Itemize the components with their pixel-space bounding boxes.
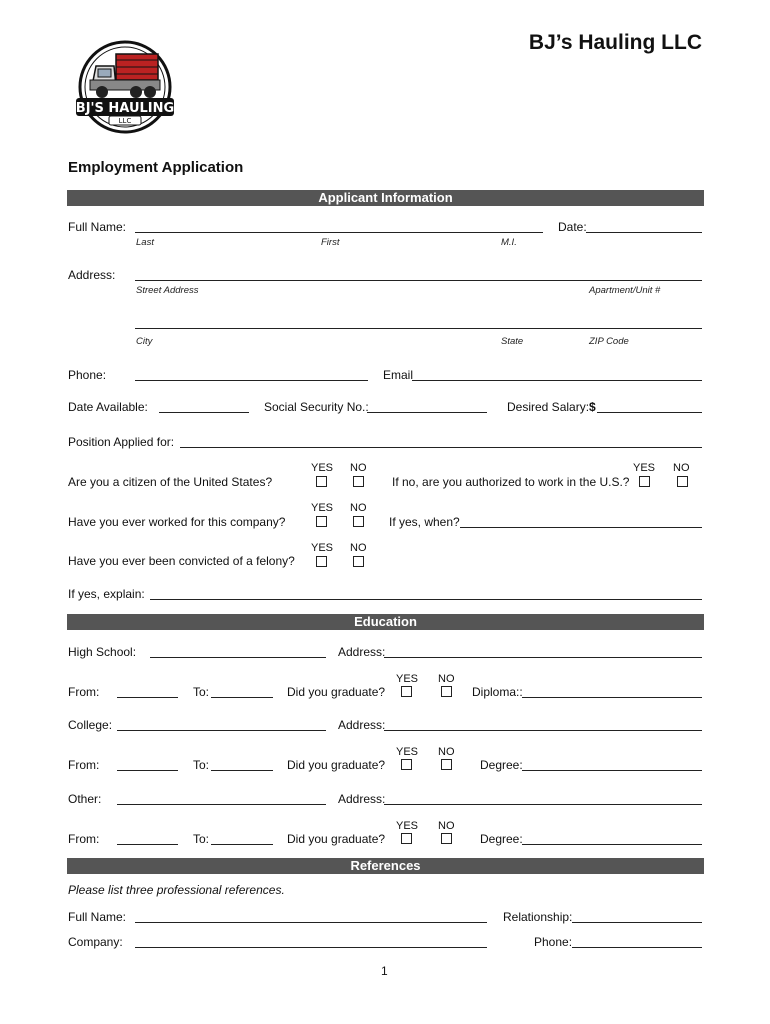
ref-company-label: Company:	[68, 935, 123, 949]
no-label: NO	[438, 746, 455, 758]
company-logo	[74, 40, 176, 134]
logo-subtext: LLC	[118, 117, 132, 125]
worked-question: Have you ever worked for this company?	[68, 515, 286, 529]
section-header-education: Education	[67, 614, 704, 630]
ssn-field[interactable]	[367, 412, 487, 413]
hs-from-label: From:	[68, 685, 100, 699]
hs-to-field[interactable]	[211, 697, 273, 698]
date-field[interactable]	[586, 232, 702, 233]
truck-logo-icon	[74, 40, 176, 134]
explain-field[interactable]	[150, 599, 702, 600]
full-name-field[interactable]	[135, 232, 543, 233]
felony-question: Have you ever been convicted of a felony?	[68, 554, 295, 568]
full-name-label: Full Name:	[68, 220, 127, 234]
diploma-label: Diploma::	[472, 685, 523, 699]
salary-prefix: $	[589, 400, 596, 414]
other-address-field[interactable]	[384, 804, 702, 805]
ssn-label: Social Security No.:	[264, 400, 369, 414]
phone-label: Phone:	[68, 368, 107, 382]
no-label: NO	[438, 820, 455, 832]
college-graduate-question: Did you graduate?	[287, 758, 386, 772]
college-address-field[interactable]	[384, 730, 702, 731]
email-label: Email	[383, 368, 414, 382]
hs-graduate-question: Did you graduate?	[287, 685, 386, 699]
yes-label: YES	[311, 542, 334, 554]
worked-no-checkbox[interactable]	[353, 516, 364, 527]
other-from-label: From:	[68, 832, 100, 846]
salary-field[interactable]	[597, 412, 702, 413]
other-degree-label: Degree:	[480, 832, 523, 846]
high-school-label: High School:	[68, 645, 137, 659]
city-state-zip-field[interactable]	[135, 328, 702, 329]
street-sub: Street Address	[136, 285, 199, 296]
hs-graduate-yes-checkbox[interactable]	[401, 686, 412, 697]
city-sub: City	[136, 336, 153, 347]
salary-label: Desired Salary:	[507, 400, 590, 414]
street-address-field[interactable]	[135, 280, 702, 281]
other-address-label: Address:	[338, 792, 386, 806]
address-label: Address:	[68, 268, 116, 282]
date-label: Date:	[558, 220, 587, 234]
logo-text: BJ'S HAULING	[75, 101, 175, 116]
company-name: BJ’s Hauling LLC	[528, 31, 702, 54]
college-address-label: Address:	[338, 718, 386, 732]
college-graduate-yes-checkbox[interactable]	[401, 759, 412, 770]
position-label: Position Applied for:	[68, 435, 175, 449]
mi-sub: M.I.	[501, 237, 517, 248]
college-degree-label: Degree:	[480, 758, 523, 772]
references-instruction: Please list three professional references.	[68, 883, 285, 897]
authorized-question: If no, are you authorized to work in the U.S.?	[392, 475, 630, 489]
diploma-field[interactable]	[522, 697, 702, 698]
no-label: NO	[350, 502, 367, 514]
worked-yes-checkbox[interactable]	[316, 516, 327, 527]
ref-full-name-label: Full Name:	[68, 910, 127, 924]
yes-label: YES	[633, 462, 656, 474]
relationship-field[interactable]	[572, 922, 702, 923]
ref-phone-label: Phone:	[534, 935, 573, 949]
college-graduate-no-checkbox[interactable]	[441, 759, 452, 770]
authorized-yes-checkbox[interactable]	[639, 476, 650, 487]
if-yes-when-field[interactable]	[460, 527, 702, 528]
college-to-label: To:	[193, 758, 210, 772]
state-sub: State	[501, 336, 524, 347]
other-label: Other:	[68, 792, 102, 806]
yes-label: YES	[396, 820, 419, 832]
other-graduate-no-checkbox[interactable]	[441, 833, 452, 844]
no-label: NO	[438, 673, 455, 685]
other-degree-field[interactable]	[522, 844, 702, 845]
citizen-yes-checkbox[interactable]	[316, 476, 327, 487]
phone-field[interactable]	[135, 380, 368, 381]
if-yes-when-label: If yes, when?	[389, 515, 460, 529]
no-label: NO	[350, 462, 367, 474]
other-field[interactable]	[117, 804, 326, 805]
date-available-field[interactable]	[159, 412, 249, 413]
hs-from-field[interactable]	[117, 697, 178, 698]
zip-sub: ZIP Code	[589, 336, 629, 347]
form-title: Employment Application	[68, 159, 244, 176]
relationship-label: Relationship:	[503, 910, 573, 924]
section-header-applicant: Applicant Information	[67, 190, 704, 206]
college-label: College:	[68, 718, 113, 732]
authorized-no-checkbox[interactable]	[677, 476, 688, 487]
ref-phone-field[interactable]	[572, 947, 702, 948]
date-available-label: Date Available:	[68, 400, 148, 414]
hs-graduate-no-checkbox[interactable]	[441, 686, 452, 697]
if-yes-explain-label: If yes, explain:	[68, 587, 145, 601]
college-from-field[interactable]	[117, 770, 178, 771]
college-from-label: From:	[68, 758, 100, 772]
felony-yes-checkbox[interactable]	[316, 556, 327, 567]
other-from-field[interactable]	[117, 844, 178, 845]
hs-to-label: To:	[193, 685, 210, 699]
college-to-field[interactable]	[211, 770, 273, 771]
other-graduate-question: Did you graduate?	[287, 832, 386, 846]
college-field[interactable]	[117, 730, 326, 731]
felony-no-checkbox[interactable]	[353, 556, 364, 567]
no-label: NO	[673, 462, 690, 474]
high-school-field[interactable]	[150, 657, 326, 658]
citizen-question: Are you a citizen of the United States?	[68, 475, 273, 489]
last-name-sub: Last	[136, 237, 154, 248]
ref-company-field[interactable]	[135, 947, 487, 948]
other-to-label: To:	[193, 832, 210, 846]
other-to-field[interactable]	[211, 844, 273, 845]
yes-label: YES	[396, 673, 419, 685]
first-name-sub: First	[321, 237, 340, 248]
yes-label: YES	[396, 746, 419, 758]
apt-sub: Apartment/Unit #	[589, 285, 661, 296]
citizen-no-checkbox[interactable]	[353, 476, 364, 487]
ref-full-name-field[interactable]	[135, 922, 487, 923]
other-graduate-yes-checkbox[interactable]	[401, 833, 412, 844]
yes-label: YES	[311, 462, 334, 474]
college-degree-field[interactable]	[522, 770, 702, 771]
yes-label: YES	[311, 502, 334, 514]
no-label: NO	[350, 542, 367, 554]
section-header-references: References	[67, 858, 704, 874]
page-number: 1	[381, 964, 388, 978]
position-field[interactable]	[180, 447, 702, 448]
email-field[interactable]	[412, 380, 702, 381]
hs-address-label: Address:	[338, 645, 386, 659]
hs-address-field[interactable]	[384, 657, 702, 658]
